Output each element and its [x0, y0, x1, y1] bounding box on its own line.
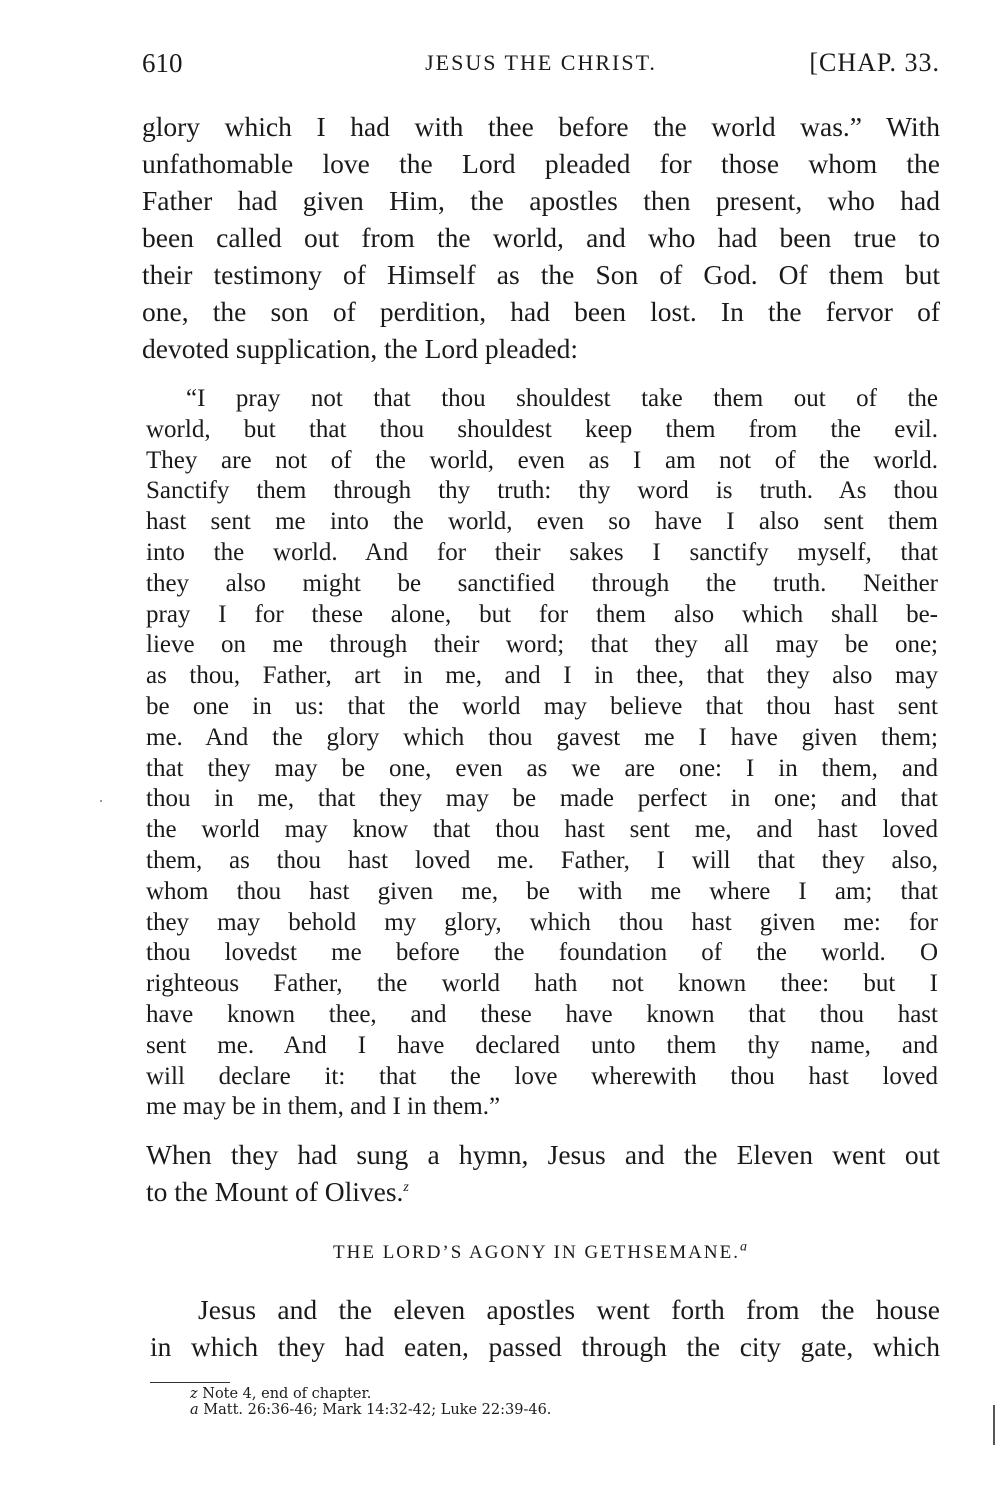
- quote-line: me. And the glory which thou gavest me I have given them;: [146, 723, 938, 751]
- quote-line: hast sent me into the world, even so have I also sent them: [146, 508, 938, 536]
- quote-line: pray I for these alone, but for them also which shall be-: [146, 600, 938, 628]
- quote-line: world, but that thou shouldest keep them from the evil.: [146, 415, 938, 443]
- text-line: been called out from the world, and who had been true to: [142, 222, 940, 253]
- scan-speck: [100, 800, 102, 802]
- text-line: in which they had eaten, passed through the city gate, which: [150, 1331, 940, 1362]
- text-line: [146, 1173, 940, 1210]
- footnote-marker: a: [190, 1402, 199, 1418]
- quote-line: righteous Father, the world hath not known thee: but I: [146, 970, 938, 998]
- footnote-marker: z: [403, 1179, 409, 1195]
- page-number: 610: [142, 48, 183, 78]
- quote-line: will declare it: that the love wherewith thou hast loved: [146, 1062, 938, 1090]
- footnote-text: Note 4, end of chapter.: [202, 1386, 372, 1402]
- footnote-rule: [150, 1382, 230, 1383]
- quote-line: me may be in them, and I in them.”: [146, 1093, 501, 1121]
- paragraph-1: [142, 108, 940, 367]
- quote-line: Sanctify them through thy truth: thy word is truth. As thou: [146, 477, 938, 505]
- scripture-quote: [146, 384, 938, 1123]
- quote-line: be one in us: that the world may believe that thou hast sent: [146, 692, 938, 720]
- footnote-marker: a: [739, 1239, 749, 1255]
- quote-line: they may behold my glory, which thou hast given me: for: [146, 908, 938, 936]
- quote-line: the world may know that thou hast sent me, and hast loved: [146, 816, 938, 844]
- quote-line: thou lovedst me before the foundation of the world. O: [146, 939, 938, 967]
- chapter-reference: [CHAP. 33.: [809, 48, 940, 77]
- quote-line: thou in me, that they may be made perfect in one; and that: [146, 785, 938, 813]
- quote-line: they also might be sanctified through the truth. Neither: [146, 569, 938, 597]
- quote-line: them, as thou hast loved me. Father, I will that they also,: [146, 846, 938, 874]
- scan-edge-mark: [993, 1405, 995, 1445]
- quote-line: into the world. And for their sakes I sanctify myself, that: [146, 538, 938, 566]
- section-heading-text: THE LORD’S AGONY IN GETHSEMANE.: [333, 1242, 740, 1263]
- text-line: devoted supplication, the Lord pleaded:: [142, 333, 579, 364]
- footnotes: [190, 1386, 551, 1418]
- running-title: JESUS THE CHRIST.: [425, 50, 657, 75]
- section-heading: [142, 1239, 940, 1264]
- paragraph-3: [150, 1291, 940, 1365]
- text-line-content: to the Mount of Olives.: [146, 1176, 404, 1207]
- text-line: When they had sung a hymn, Jesus and the Eleven went out: [146, 1139, 940, 1170]
- quote-line: lieve on me through their word; that they all may be one;: [146, 631, 938, 659]
- quote-line: whom thou hast given me, be with me where I am; that: [146, 877, 938, 905]
- text-line: unfathomable love the Lord pleaded for those whom the: [142, 148, 940, 179]
- quote-line: sent me. And I have declared unto them thy name, and: [146, 1031, 938, 1059]
- footnote: [190, 1402, 551, 1418]
- text-line: Father had given Him, the apostles then present, who had: [142, 185, 940, 216]
- quote-line: They are not of the world, even as I am not of the world.: [146, 446, 938, 474]
- quote-line: as thou, Father, art in me, and I in thee, that they also may: [146, 662, 938, 690]
- paragraph-2: [146, 1136, 940, 1210]
- quote-line: “I pray not that thou shouldest take them out of the: [186, 385, 938, 412]
- page-header: [142, 48, 940, 88]
- quote-line: that they may be one, even as we are one: I in them, and: [146, 754, 938, 782]
- footnote: [190, 1386, 551, 1402]
- text-line: one, the son of perdition, had been lost. In the fervor of: [142, 296, 940, 327]
- footnote-text: Matt. 26:36-46; Mark 14:32-42; Luke 22:39-46.: [203, 1402, 552, 1418]
- text-line: Jesus and the eleven apostles went forth from the house: [198, 1294, 940, 1325]
- footnote-marker: z: [190, 1386, 198, 1402]
- quote-line: have known thee, and these have known that thou hast: [146, 1000, 938, 1028]
- text-line: their testimony of Himself as the Son of God. Of them but: [142, 259, 940, 290]
- text-line: glory which I had with thee before the world was.” With: [142, 111, 940, 142]
